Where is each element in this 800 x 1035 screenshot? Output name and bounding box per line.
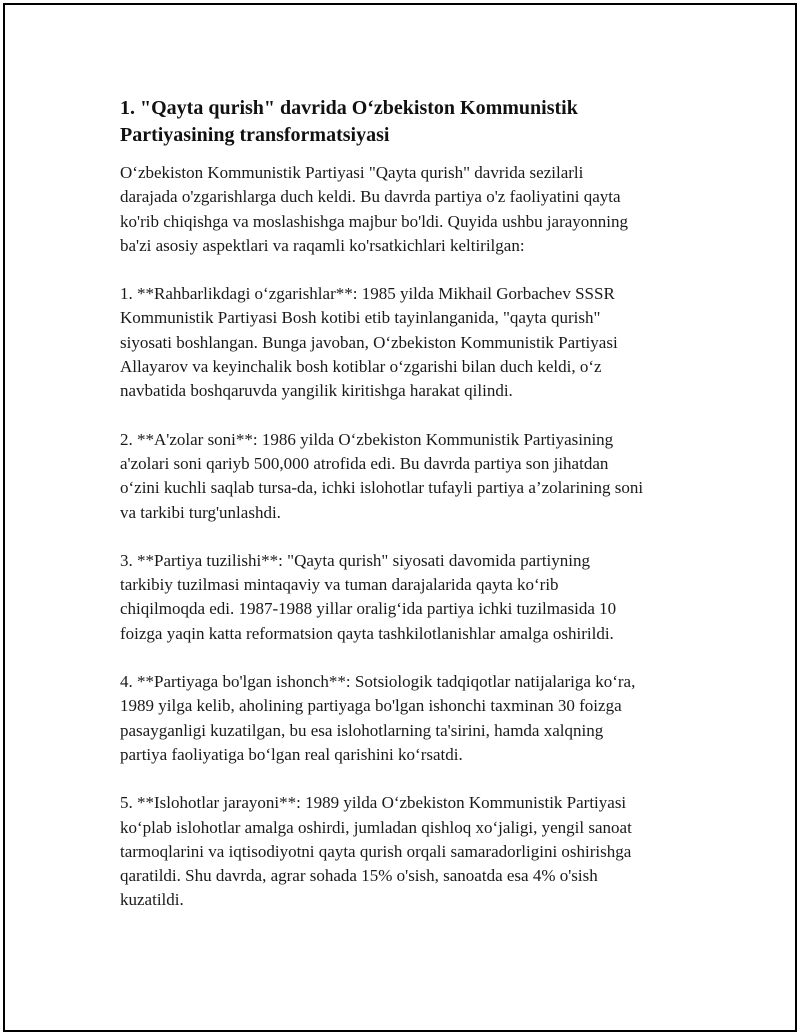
document-body xyxy=(120,95,700,937)
paragraph-party-structure: 3. **Partiya tuzilishi**: "Qayta qurish" siyosati davomida partiyning tarkibiy tuzilmasi mintaqaviy va tuman darajalarida qayta ko‘rib chiqilmoqda edi. 1987-1988 yillar oralig‘ida partiya ichki tuzilmasida 10 foizga yaqin katta reformatsion qayta tashkilotlanishlar amalga oshirildi. xyxy=(120,550,617,643)
paragraph-leadership-changes: 1. **Rahbarlikdagi o‘zgarishlar**: 1985 yilda Mikhail Gorbachev SSSR Kommunistik Partiyasi Bosh kotibi etib tayinlanganida, "qayta qurish" siyosati boshlangan. Bunga javoban, O‘zbekiston Kommunistik Partiyasi Allayarov va keyinchalik bosh kotiblar o‘zgarishi bilan duch keldi, o‘z navbatida boshqaruvda yangilik kiritishga harakat qilindi. xyxy=(120,284,618,401)
document-page xyxy=(3,3,797,1032)
paragraph-membership: 2. **A'zolar soni**: 1986 yilda O‘zbekiston Kommunistik Partiyasining a'zolari soni qariyb 500,000 atrofida edi. Bu davrda partiya son jihatdan o‘zini kuchli saqlab tursa-da, ichki islohotlar tufayli partiya a’zolarining soni va tarkibi turg'unlashdi. xyxy=(120,429,644,522)
paragraph-reform-process: 5. **Islohotlar jarayoni**: 1989 yilda O‘zbekiston Kommunistik Partiyasi ko‘plab islohotlar amalga oshirdi, jumladan qishloq xo‘jaligi, yengil sanoat tarmoqlarini va iqtisodiyotni qayta qurish orqali samaradorligini oshirishga qaratildi. Shu davrda, agrar sohada 15% o'sish, sanoatda esa 4% o'sish kuzatildi. xyxy=(120,793,632,910)
paragraph-public-trust: 4. **Partiyaga bo'lgan ishonch**: Sotsiologik tadqiqotlar natijalariga ko‘ra, 1989 yilga kelib, aholining partiyaga bo'lgan ishonchi taxminan 30 foizga pasayganligi kuzatilgan, bu esa islohotlarning ta'sirini, hamda xalqning partiya faoliyatiga bo‘lgan real qarishini ko‘rsatdi. xyxy=(120,672,636,764)
intro-paragraph: O‘zbekiston Kommunistik Partiyasi "Qayta qurish" davrida sezilarli darajada o'zgarishlarga duch keldi. Bu davrda partiya o'z faoliyatini qayta ko'rib chiqishga va moslashishga majbur bo'ldi. Quyida ushbu jarayonning ba'zi asosiy aspektlari va raqamli ko'rsatkichlari keltirilgan: xyxy=(120,163,629,255)
page-title: 1. "Qayta qurish" davrida O‘zbekiston Kommunistik Partiyasining transformatsiyasi xyxy=(120,97,578,146)
